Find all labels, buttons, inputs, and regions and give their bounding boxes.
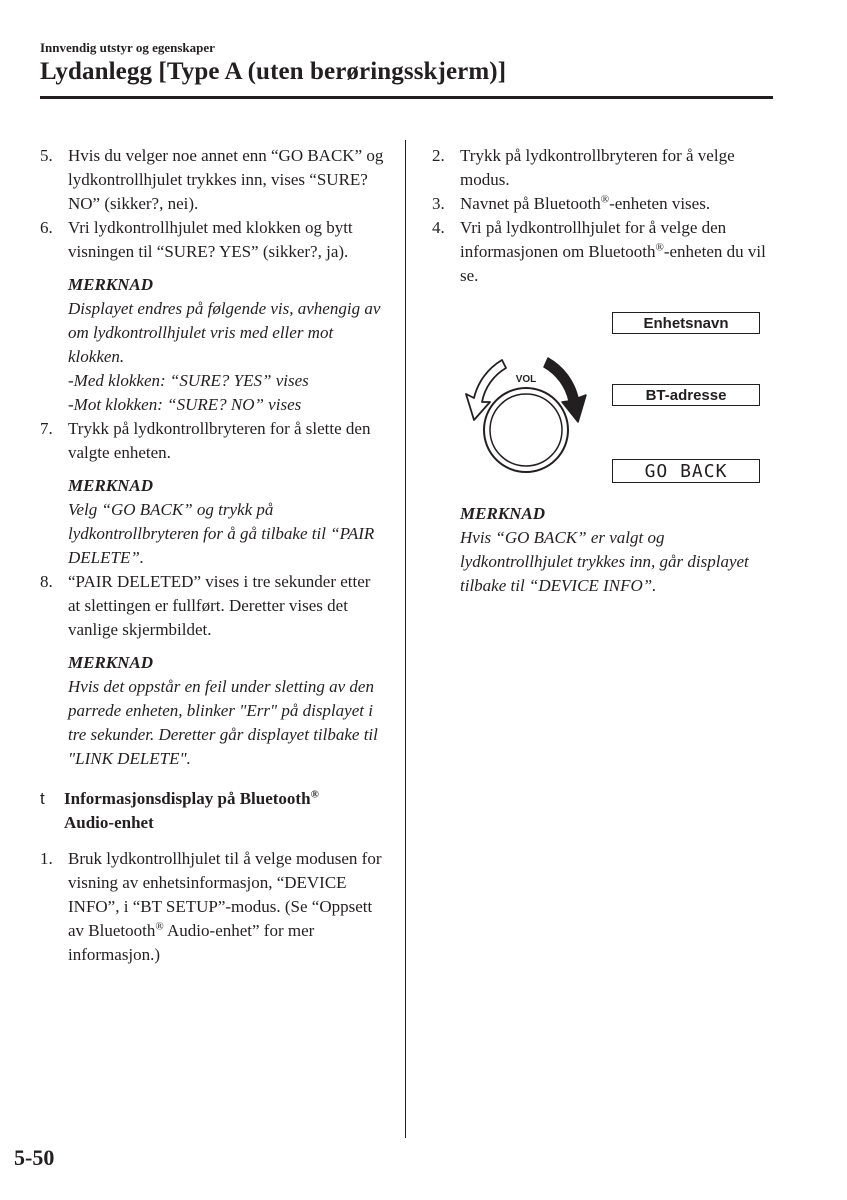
list-text-b: -enheten du vil se. <box>460 242 766 285</box>
list-number: 7. <box>40 419 53 438</box>
list-text: “PAIR DELETED” vises i tre sekunder etter at slettingen er fullført. Deretter vises det vanlige skjermbildet. <box>68 572 371 639</box>
subheading-text-b: Audio-enhet <box>64 813 154 832</box>
list-number: 3. <box>432 194 445 213</box>
list-text <box>460 216 777 288</box>
note-heading: MERKNAD <box>68 476 154 495</box>
display-box-device-name: Enhetsnavn <box>612 312 760 334</box>
section-label: Innvendig utstyr og egenskaper <box>40 40 215 55</box>
list-text: Trykk på lydkontrollbryteren for å slette den valgte enheten. <box>68 419 371 462</box>
page-title: Lydanlegg [Type A (uten berøringsskjerm)] <box>40 58 507 85</box>
note-line: -Med klokken: “SURE? YES” vises <box>68 371 309 390</box>
note-heading: MERKNAD <box>68 653 154 672</box>
display-box-bt-address: BT-adresse <box>612 384 760 406</box>
note-body: Velg “GO BACK” og trykk på lydkontrollbryteren for å gå tilbake til “PAIR DELETE”. <box>68 500 375 567</box>
subheading-text <box>64 787 319 835</box>
note-2 <box>68 474 385 570</box>
list-text-a: Vri på lydkontrollhjulet for å velge den informasjonen om Bluetooth <box>460 218 727 261</box>
page-number: 5-50 <box>14 1145 55 1170</box>
list-item-1 <box>40 847 385 967</box>
subheading <box>40 787 385 835</box>
subheading-text-a: Informasjonsdisplay på Bluetooth <box>64 789 311 808</box>
list-text-a: Bruk lydkontrollhjulet til å velge modusen for visning av enhetsinformasjon, “DEVICE INFO”, i “BT SETUP”-modus. (Se “Oppsett av Bluetooth <box>68 849 382 940</box>
registered-mark: ® <box>155 920 164 933</box>
note-right <box>460 502 777 598</box>
column-divider <box>405 140 406 1138</box>
volume-knob-icon <box>460 340 600 490</box>
display-box-go-back: GO BACK <box>612 459 760 483</box>
note-1 <box>68 273 385 417</box>
note-heading: MERKNAD <box>68 275 154 294</box>
list-text-b: -enheten vises. <box>609 194 711 213</box>
note-line: -Mot klokken: “SURE? NO” vises <box>68 395 302 414</box>
list-number: 4. <box>432 218 445 237</box>
list-number: 1. <box>40 849 53 868</box>
registered-mark: ® <box>655 241 664 254</box>
list-item-3 <box>432 192 777 216</box>
list-text: Hvis du velger noe annet enn “GO BACK” og lydkontrollhjulet trykkes inn, vises “SURE? NO” (sikker?, nei). <box>68 146 384 213</box>
title-rule <box>40 96 773 99</box>
knob-inner-ring <box>490 394 562 466</box>
volume-knob-figure <box>460 310 770 490</box>
registered-mark: ® <box>310 788 319 801</box>
note-body: Hvis “GO BACK” er valgt og lydkontrollhjulet trykkes inn, går displayet tilbake til “DEVICE INFO”. <box>460 528 749 595</box>
list-item-7 <box>40 417 385 465</box>
list-item-4 <box>432 216 777 288</box>
registered-mark: ® <box>600 193 610 206</box>
list-text <box>68 847 385 967</box>
list-text: Vri lydkontrollhjulet med klokken og bytt visningen til “SURE? YES” (sikker?, ja). <box>68 218 353 261</box>
list-text-b: Audio-enhet” for mer informasjon.) <box>68 921 315 964</box>
list-item-8 <box>40 570 385 642</box>
list-text <box>460 192 777 216</box>
list-item-2 <box>432 144 777 192</box>
list-number: 2. <box>432 146 445 165</box>
note-body: Hvis det oppstår en feil under sletting av den parrede enheten, blinker "Err" på displayet i tre sekunder. Deretter går displayet tilbake til "LINK DELETE". <box>68 677 378 768</box>
note-body: Displayet endres på følgende vis, avhengig av om lydkontrollhjulet vris med eller mot klokken. <box>68 299 381 366</box>
knob-label: VOL <box>515 374 537 385</box>
list-item-6 <box>40 216 385 264</box>
left-column <box>40 144 385 967</box>
list-number: 5. <box>40 146 53 165</box>
subheading-bullet: t <box>40 789 45 808</box>
list-item-5 <box>40 144 385 216</box>
list-text: Trykk på lydkontrollbryteren for å velge modus. <box>460 146 735 189</box>
note-heading: MERKNAD <box>460 504 546 523</box>
note-3 <box>68 651 385 771</box>
list-number: 6. <box>40 218 53 237</box>
list-text-a: Navnet på Bluetooth <box>460 194 601 213</box>
list-number: 8. <box>40 572 53 591</box>
